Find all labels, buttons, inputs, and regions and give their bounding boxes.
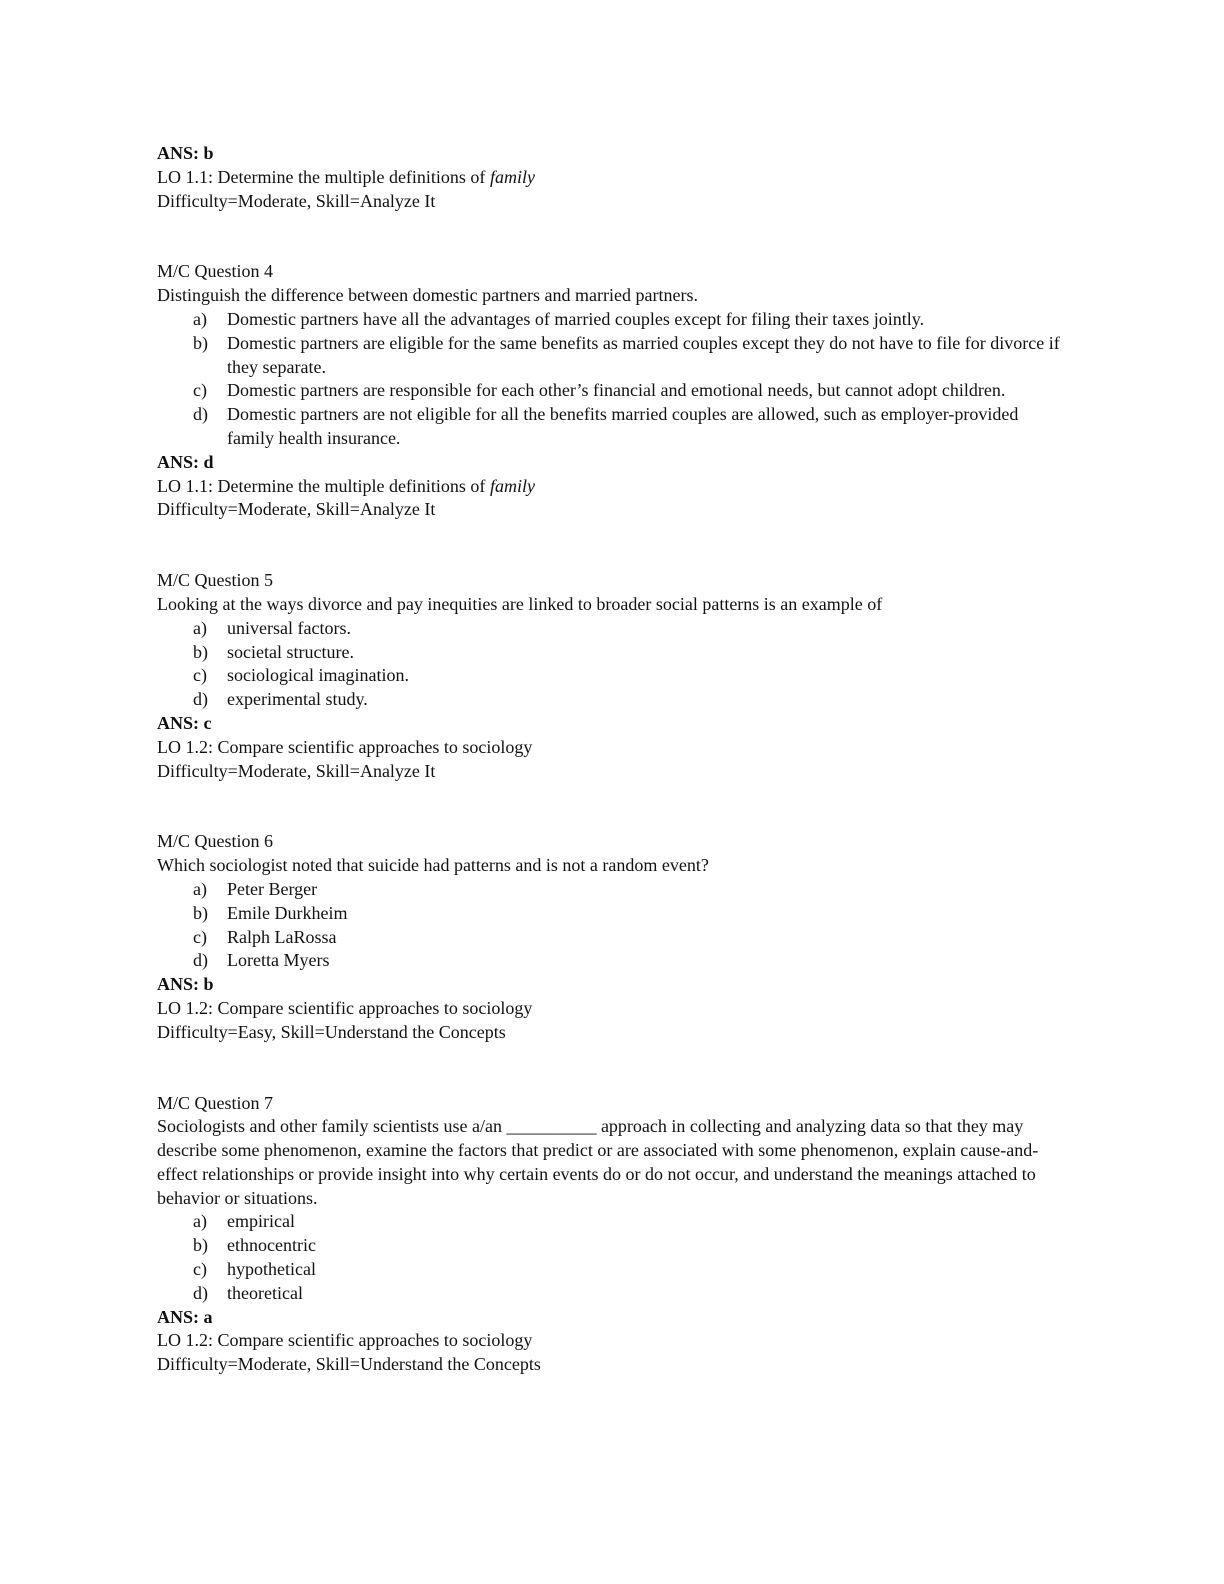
option-d (157, 688, 1067, 712)
answer-key: ANS: b (157, 143, 214, 163)
option-c (157, 664, 1067, 688)
option-letter: d) (193, 689, 208, 710)
option-text: Domestic partners are not eligible for all the benefits married couples are allowed, such as employer-provided family health insurance. (227, 404, 1019, 448)
document-page (157, 142, 1067, 1377)
option-text: universal factors. (227, 617, 351, 638)
option-text: hypothetical (227, 1259, 316, 1280)
question-5 (157, 569, 1067, 783)
option-text: Domestic partners are eligible for the same benefits as married couples except they do not have to file for divorce if they separate. (227, 332, 1060, 377)
option-letter: d) (193, 404, 208, 425)
question-4 (157, 260, 1067, 522)
option-letter: a) (193, 617, 207, 638)
answer-key: ANS: b (157, 974, 214, 995)
option-letter: a) (193, 878, 207, 899)
option-a (157, 617, 1067, 641)
option-b (157, 332, 1067, 380)
difficulty-skill: Difficulty=Easy, Skill=Understand the Concepts (157, 1021, 506, 1042)
learning-objective: LO 1.2: Compare scientific approaches to sociology (157, 1330, 533, 1351)
option-text: Domestic partners are responsible for each other’s financial and emotional needs, but cannot adopt children. (227, 380, 1006, 401)
option-text: Emile Durkheim (227, 902, 348, 923)
question-stem: Looking at the ways divorce and pay inequities are linked to broader social patterns is an example of (157, 593, 883, 614)
option-b (157, 1234, 1067, 1258)
option-letter: a) (193, 1211, 207, 1232)
option-text: Ralph LaRossa (227, 926, 337, 947)
option-c (157, 926, 1067, 950)
option-letter: c) (193, 926, 207, 947)
option-c (157, 379, 1067, 403)
question-title: M/C Question 6 (157, 831, 274, 852)
option-b (157, 641, 1067, 665)
option-letter: b) (193, 332, 208, 353)
question-title: M/C Question 4 (157, 261, 274, 282)
answer-key: ANS: d (157, 451, 214, 472)
difficulty-skill: Difficulty=Moderate, Skill=Analyze It (157, 190, 436, 211)
option-letter: c) (193, 665, 207, 686)
option-text: empirical (227, 1211, 295, 1232)
option-text: Peter Berger (227, 878, 318, 899)
question-title: M/C Question 7 (157, 1092, 274, 1113)
question-stem: Sociologists and other family scientists use a/an __________ approach in collecting and analyzing data so that they may describe some phenomenon, examine the factors that predict or are associated with some phenomenon, explain cause-and-effect relationships or provide insight into why certain events do or do not occur, and understand the meanings attached to behavior or situations. (157, 1116, 1039, 1208)
option-d (157, 949, 1067, 973)
answer-block-q3 (157, 142, 1067, 213)
option-letter: d) (193, 950, 208, 971)
option-letter: d) (193, 1282, 208, 1303)
option-text: Loretta Myers (227, 950, 330, 971)
difficulty-skill: Difficulty=Moderate, Skill=Understand the Concepts (157, 1354, 541, 1375)
learning-objective: LO 1.2: Compare scientific approaches to sociology (157, 997, 533, 1018)
difficulty-skill: Difficulty=Moderate, Skill=Analyze It (157, 499, 436, 520)
answer-key: ANS: c (157, 712, 212, 733)
option-d (157, 403, 1067, 451)
option-text: societal structure. (227, 641, 354, 662)
option-c (157, 1258, 1067, 1282)
option-letter: c) (193, 1259, 207, 1280)
learning-objective: LO 1.1: Determine the multiple definitions of family (157, 166, 535, 187)
option-letter: a) (193, 308, 207, 329)
question-7 (157, 1092, 1067, 1378)
option-letter: b) (193, 1235, 208, 1256)
option-text: experimental study. (227, 689, 368, 710)
option-a (157, 1210, 1067, 1234)
option-letter: c) (193, 380, 207, 401)
answer-key: ANS: a (157, 1306, 213, 1327)
option-b (157, 902, 1067, 926)
question-stem: Distinguish the difference between domestic partners and married partners. (157, 285, 698, 306)
option-d (157, 1282, 1067, 1306)
option-text: ethnocentric (227, 1235, 316, 1256)
learning-objective: LO 1.1: Determine the multiple definitions of family (157, 475, 535, 496)
option-a (157, 878, 1067, 902)
question-6 (157, 830, 1067, 1044)
option-letter: b) (193, 902, 208, 923)
option-text: sociological imagination. (227, 665, 409, 686)
option-text: Domestic partners have all the advantages of married couples except for filing their taxes jointly. (227, 308, 925, 329)
option-letter: b) (193, 641, 208, 662)
difficulty-skill: Difficulty=Moderate, Skill=Analyze It (157, 760, 436, 781)
learning-objective: LO 1.2: Compare scientific approaches to sociology (157, 736, 533, 757)
option-a (157, 308, 1067, 332)
question-title: M/C Question 5 (157, 570, 274, 591)
option-text: theoretical (227, 1282, 303, 1303)
question-stem: Which sociologist noted that suicide had patterns and is not a random event? (157, 855, 709, 876)
